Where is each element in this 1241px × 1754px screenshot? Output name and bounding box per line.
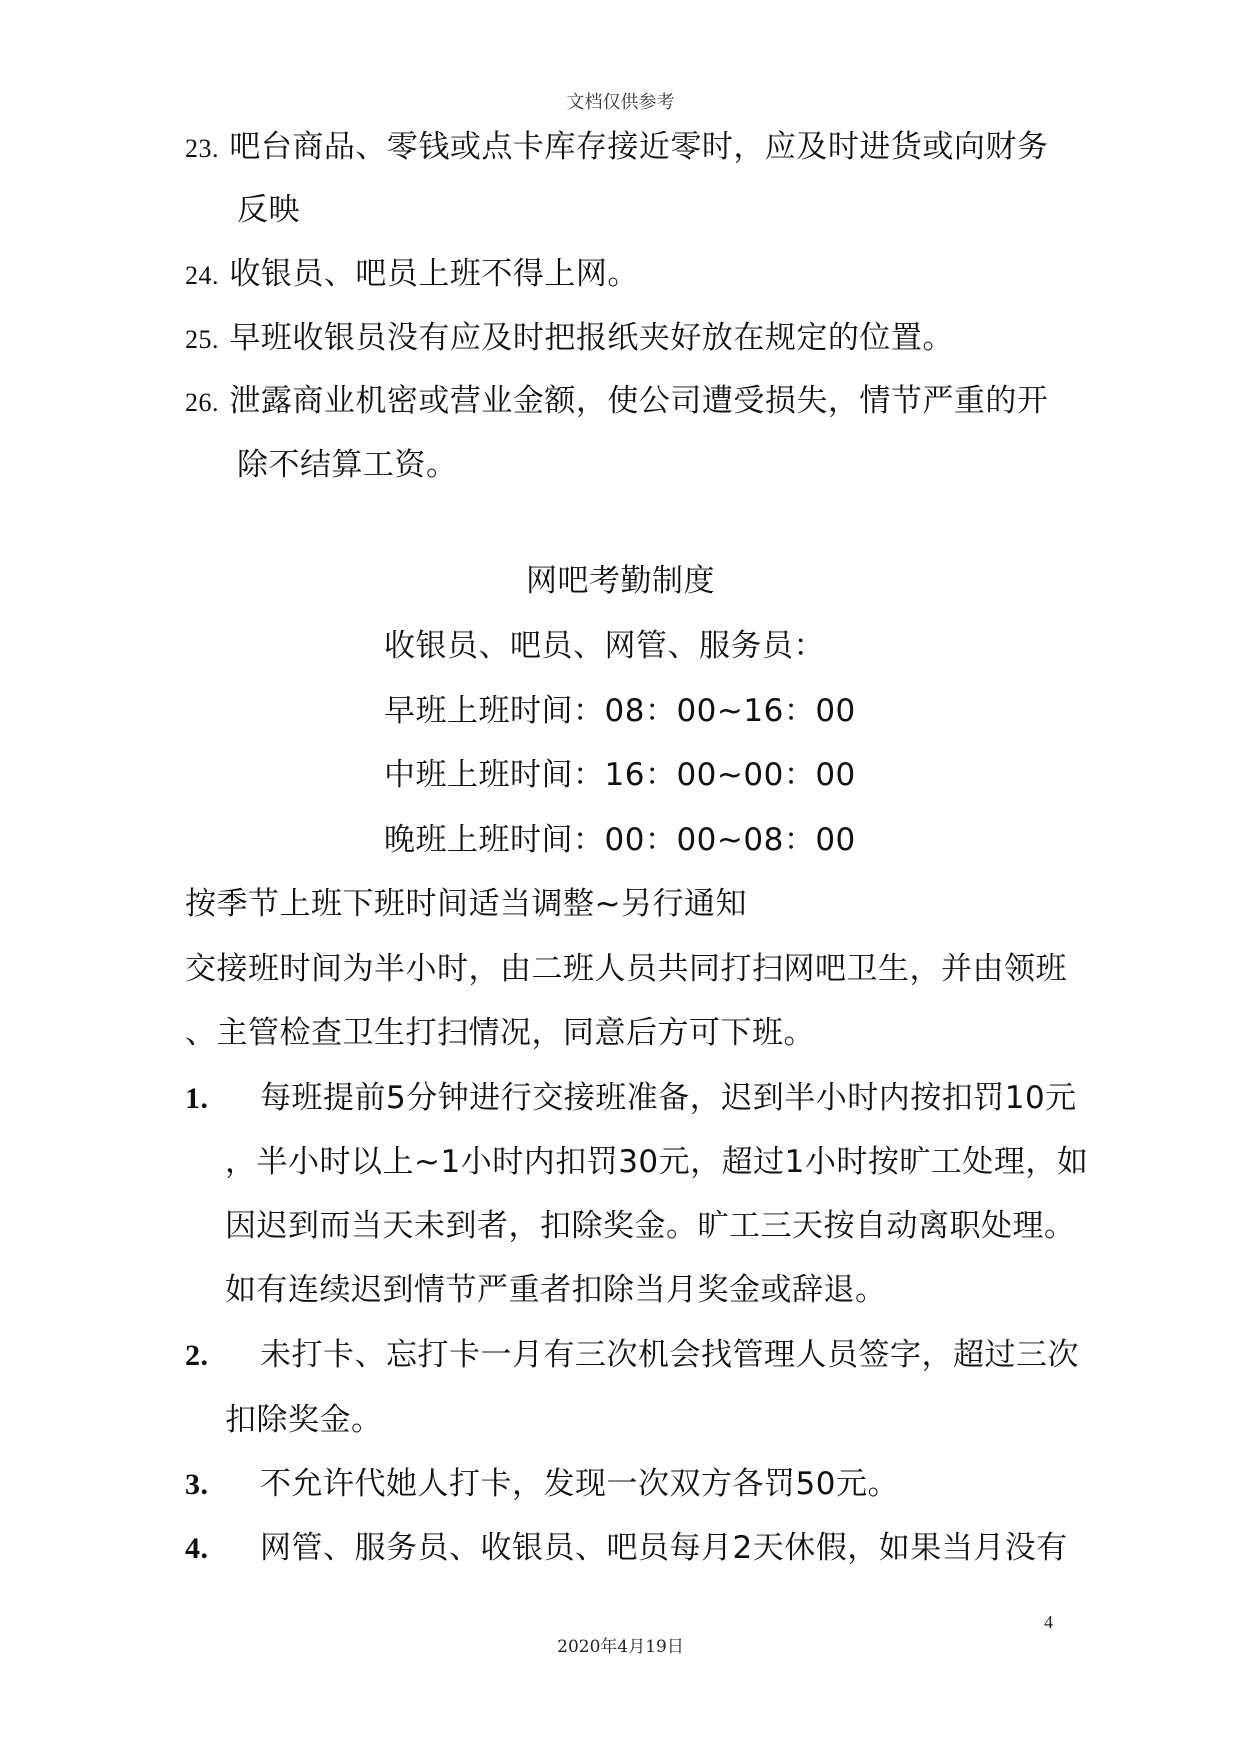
rule-text: 早班收银员没有应及时把报纸夹好放在规定的位置。 — [229, 320, 954, 356]
rule-23-line-1 — [185, 127, 1048, 169]
page-footer-date: 2020年4月19日 — [557, 1637, 684, 1657]
item-number: 1. — [185, 1082, 209, 1115]
rule-26-line-1 — [185, 381, 1048, 423]
season-note: 按季节上班下班时间适当调整~另行通知 — [185, 886, 747, 922]
item-1-text-1: 每班提前5分钟进行交接班准备，迟到半小时内按扣罚10元 — [260, 1080, 1077, 1116]
rule-text: 吧台商品、零钱或点卡库存接近零时，应及时进货或向财务 — [229, 129, 1049, 165]
rule-24-line-1 — [185, 254, 639, 296]
rule-number: 26. — [185, 388, 219, 417]
item-1-text-2: ，半小时以上~1小时内扣罚30元，超过1小时按旷工处理，如 — [225, 1144, 1089, 1180]
rule-number: 23. — [185, 134, 219, 163]
rule-text: 泄露商业机密或营业金额，使公司遭受损失，情节严重的开 — [229, 383, 1049, 419]
item-number: 3. — [185, 1468, 209, 1501]
item-1-text-3: 因迟到而当天未到者，扣除奖金。旷工三天按自动离职处理。 — [225, 1208, 1076, 1244]
item-3-line-1 — [185, 1464, 209, 1505]
item-2-line-1 — [185, 1335, 209, 1376]
item-1-line-1 — [185, 1078, 209, 1119]
item-number: 4. — [185, 1532, 209, 1565]
rule-25-line-1 — [185, 318, 954, 360]
rule-text: 收银员、吧员上班不得上网。 — [229, 256, 639, 292]
item-3-text-1: 不允许代她人打卡，发现一次双方各罚50元。 — [260, 1466, 899, 1502]
page-number: 4 — [1044, 1612, 1053, 1632]
item-4-text-1: 网管、服务员、收银员、吧员每月2天休假，如果当月没有 — [260, 1530, 1068, 1566]
rule-number: 25. — [185, 325, 219, 354]
attendance-roles: 收银员、吧员、网管、服务员： — [384, 628, 825, 664]
item-1-text-4: 如有连续迟到情节严重者扣除当月奖金或辞退。 — [225, 1272, 887, 1308]
rule-23-line-2: 反映 — [237, 192, 300, 228]
item-2-text-2: 扣除奖金。 — [225, 1402, 383, 1438]
item-number: 2. — [185, 1339, 209, 1372]
handover-line-2: 、主管检查卫生打扫情况，同意后方可下班。 — [185, 1015, 815, 1051]
page-header: 文档仅供参考 — [566, 92, 675, 113]
attendance-title: 网吧考勤制度 — [526, 563, 715, 599]
handover-line-1: 交接班时间为半小时，由二班人员共同打扫网吧卫生，并由领班 — [185, 951, 1067, 987]
rule-26-line-2: 除不结算工资。 — [237, 447, 458, 483]
middle-shift: 中班上班时间：16：00~00：00 — [384, 757, 856, 793]
item-2-text-1: 未打卡、忘打卡一月有三次机会找管理人员签字，超过三次 — [260, 1337, 1079, 1373]
item-4-line-1 — [185, 1528, 209, 1569]
night-shift: 晚班上班时间：00：00~08：00 — [384, 822, 856, 858]
rule-number: 24. — [185, 261, 219, 290]
morning-shift: 早班上班时间：08：00~16：00 — [384, 693, 856, 729]
